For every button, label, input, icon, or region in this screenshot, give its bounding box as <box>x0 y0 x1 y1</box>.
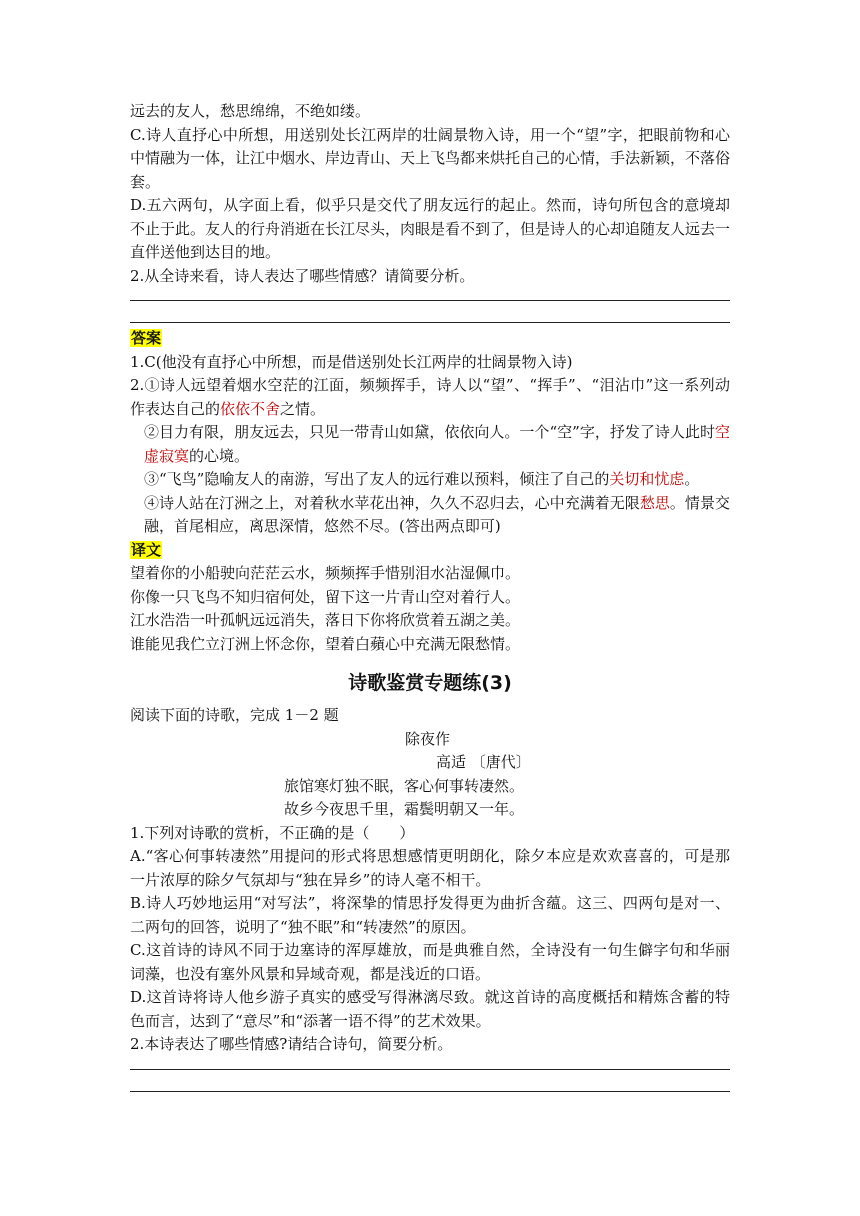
option-b: B.诗人巧妙地运用“对写法”，将深挚的情思抒发得更为曲折含蕴。这三、四两句是对一、二两句的回答，说明了“独不眠”和“转凄然”的原因。 <box>130 894 730 936</box>
highlight-text: 依依不舍 <box>220 399 281 418</box>
question-2: 2.从全诗来看，诗人表达了哪些情感？请简要分析。 <box>130 266 475 285</box>
option-d: D.五六两句，从字面上看，似乎只是交代了朋友远行的起止。然而，诗句所包含的意境却不止于此。友人的行舟消逝在长江尽头，肉眼是看不到了，但是诗人的心却追随友人远去一直伴送他到达目的地。 <box>130 196 731 261</box>
poem-line: 故乡今夜思千里，霜鬓明朝又一年。 <box>284 800 525 818</box>
question-2: 2.本诗表达了哪些情感?请结合诗句，简要分析。 <box>130 1035 453 1053</box>
option-d: D.这首诗将诗人他乡游子真实的感受写得淋漓尽致。就这首诗的高度概括和精炼含蓄的特色而言，达到了“意尽”和“添著一语不得”的艺术效果。 <box>130 988 730 1030</box>
answer-q2-point1: 2.①诗人远望着烟水空茫的江面，频频挥手，诗人以“望”、“挥手”、“泪沾巾”这一系列动作表达自己的依依不舍之情。 <box>130 376 730 418</box>
answer-q2-point4: ④诗人站在汀洲之上，对着秋水苹花出神，久久不忍归去，心中充满着无限愁思。情景交融，首尾相应，离思深情，悠然不尽。(答出两点即可) <box>144 493 730 535</box>
highlight-text: 愁思 <box>639 493 670 512</box>
highlight-text: 空虚寂寞 <box>144 423 730 465</box>
poem-title: 除夜作 <box>405 729 451 748</box>
translation-line: 望着你的小船驶向茫茫云水，频频挥手惜别泪水沾湿佩巾。 <box>130 564 521 582</box>
answer-q1: 1.C(他没有直抒心中所想，而是借送别处长江两岸的壮阔景物入诗) <box>130 352 573 371</box>
answer-q2-point3: ③“飞鸟”隐喻友人的南游，写出了友人的远行难以预料，倾注了自己的关切和忧虑。 <box>144 470 700 488</box>
highlight-text: 关切和忧虑 <box>609 470 685 488</box>
answer-heading: 答案 <box>131 329 162 347</box>
question-1: 1.下列对诗歌的赏析，不正确的是（ ） <box>130 823 415 842</box>
option-c: C.这首诗的诗风不同于边塞诗的浑厚雄放，而是典雅自然，全诗没有一句生僻字句和华丽词藻，也没有塞外风景和异域奇观，都是浅近的口语。 <box>130 941 730 983</box>
translation-line: 你像一只飞鸟不知归宿何处，留下这一片青山空对着行人。 <box>130 587 521 606</box>
instruction: 阅读下面的诗歌，完成 1－2 题 <box>130 706 339 724</box>
translation-heading: 译文 <box>131 540 162 559</box>
answer-line <box>130 288 730 301</box>
answer-line <box>130 1057 730 1070</box>
option-c: C.诗人直抒心中所想，用送别处长江两岸的壮阔景物入诗，用一个“望”字，把眼前物和心中情融为一体，让江中烟水、岸边青山、天上飞鸟都来烘托自己的心情，手法新颖，不落俗套。 <box>130 125 731 191</box>
section-title: 诗歌鉴赏专题练(3) <box>348 672 512 694</box>
text-line: 远去的友人，愁思绵绵，不绝如缕。 <box>130 102 371 120</box>
answer-q2-point2: ②目力有限，朋友远去，只见一带青山如黛，依依向人。一个“空”字，抒发了诗人此时空虚寂寞的心境。 <box>144 423 730 465</box>
answer-line <box>130 301 730 323</box>
option-a: A.“客心何事转凄然”用提问的形式将思想感情更明朗化，除夕本应是欢欢喜喜的，可是那一片浓厚的除夕气氛却与“独在异乡”的诗人毫不相干。 <box>130 847 730 889</box>
translation-line: 谁能见我伫立汀洲上怀念你，望着白蘋心中充满无限愁情。 <box>130 634 521 653</box>
answer-line <box>130 1070 730 1092</box>
translation-line: 江水浩浩一叶孤帆远远消失，落日下你将欣赏着五湖之美。 <box>130 611 521 629</box>
poem-line: 旅馆寒灯独不眠，客心何事转凄然。 <box>284 776 525 795</box>
poem-author: 高适 〔唐代〕 <box>436 753 531 771</box>
document-page <box>130 100 730 1092</box>
